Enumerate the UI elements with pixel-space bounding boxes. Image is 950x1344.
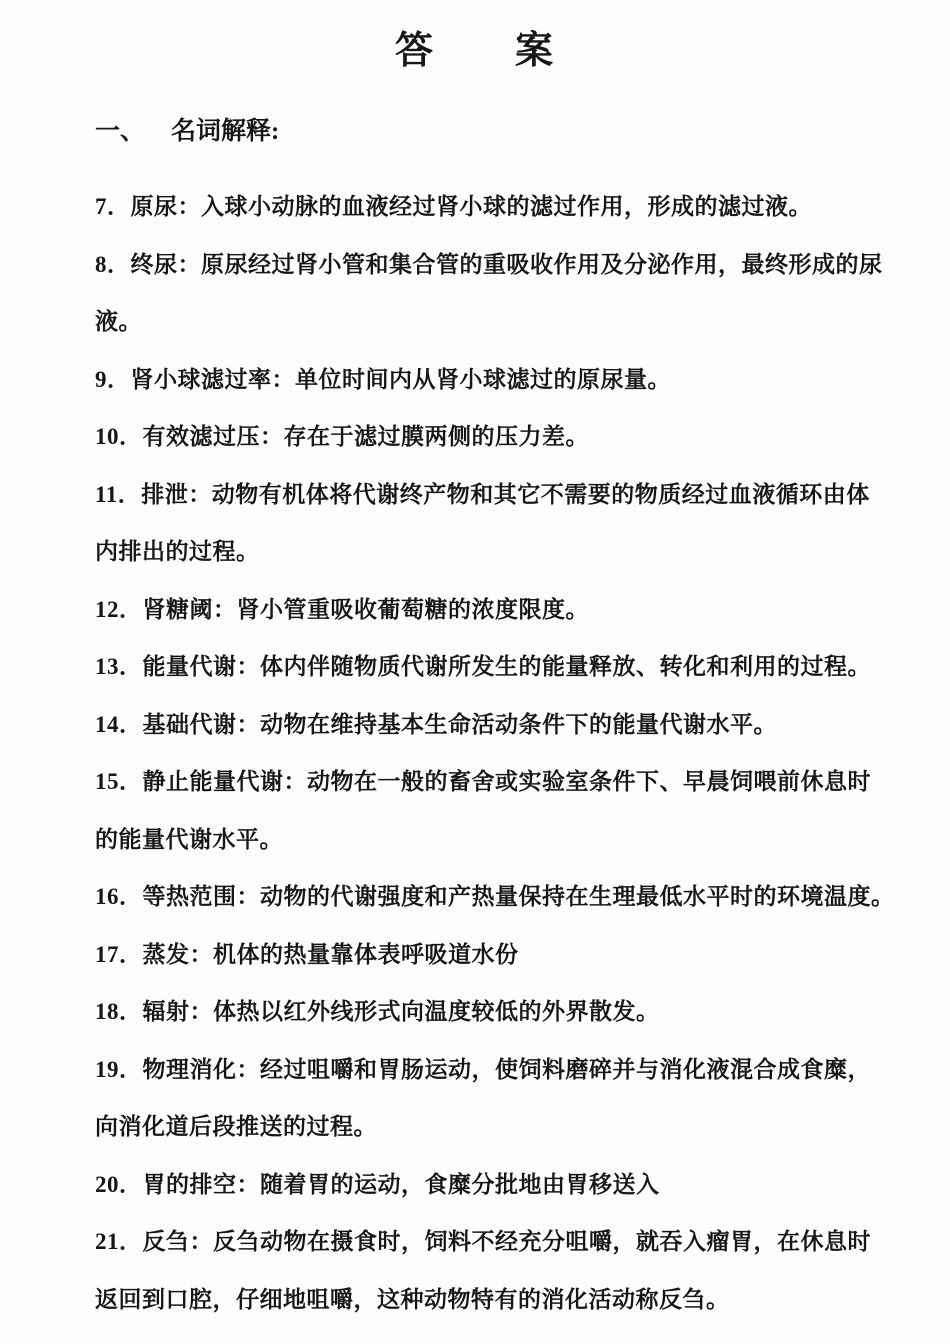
definition-line: 的能量代谢水平。 bbox=[95, 826, 283, 852]
definition-line: 9．肾小球滤过率：单位时间内从肾小球滤过的原尿量。 bbox=[95, 366, 671, 392]
definition-item bbox=[95, 408, 872, 466]
definition-line: 向消化道后段推送的过程。 bbox=[95, 1114, 377, 1139]
definition-line: 11．排泄：动物有机体将代谢终产物和其它不需要的物质经过血液循环由体 bbox=[95, 481, 870, 507]
definition-line-clipped: 返回到口腔，仔细地咀嚼，这种动物特有的消化活动称反刍。 bbox=[95, 1286, 730, 1312]
definition-line: 14．基础代谢：动物在维持基本生命活动条件下的能量代谢水平。 bbox=[95, 711, 777, 737]
definition-line: 19．物理消化：经过咀嚼和胃肠运动，使饲料磨碎并与消化液混合成食糜， bbox=[95, 1056, 871, 1082]
definition-item bbox=[95, 178, 872, 236]
definition-line: 8．终尿：原尿经过肾小管和集合管的重吸收作用及分泌作用，最终形成的尿 bbox=[95, 251, 883, 277]
definition-line: 18．辐射：体热以红外线形式向温度较低的外界散发。 bbox=[95, 999, 660, 1024]
definition-line: 16．等热范围：动物的代谢强度和产热量保持在生理最低水平时的环境温度。 bbox=[95, 884, 895, 909]
definition-line: 10．有效滤过压：存在于滤过膜两侧的压力差。 bbox=[95, 424, 589, 449]
definition-item bbox=[95, 638, 872, 696]
definition-line: 12．肾糖阈：肾小管重吸收葡萄糖的浓度限度。 bbox=[95, 596, 589, 622]
definition-item bbox=[95, 1213, 872, 1312]
definition-item bbox=[95, 351, 872, 409]
definition-item bbox=[95, 1156, 872, 1214]
definition-item bbox=[95, 868, 895, 926]
definition-item bbox=[95, 581, 872, 639]
definition-item bbox=[95, 753, 872, 868]
section-number: 一、 bbox=[95, 118, 146, 145]
definition-line: 7．原尿：入球小动脉的血液经过肾小球的滤过作用，形成的滤过液。 bbox=[95, 194, 812, 219]
section-heading bbox=[95, 116, 950, 148]
page-title: 答 案 bbox=[394, 30, 555, 72]
definition-item bbox=[95, 696, 872, 754]
definition-line: 液。 bbox=[95, 309, 142, 334]
section-label: 名词解释: bbox=[171, 118, 280, 145]
definition-line: 17．蒸发：机体的热量靠体表呼吸道水份 bbox=[95, 941, 519, 967]
definition-item bbox=[95, 983, 872, 1041]
definition-line: 13．能量代谢：体内伴随物质代谢所发生的能量释放、转化和利用的过程。 bbox=[95, 654, 871, 679]
definition-list bbox=[95, 178, 895, 1312]
definition-item bbox=[95, 1041, 872, 1156]
definition-line: 21．反刍：反刍动物在摄食时，饲料不经充分咀嚼，就吞入瘤胃，在休息时 bbox=[95, 1229, 871, 1254]
definition-item bbox=[95, 466, 872, 581]
definition-item bbox=[95, 926, 872, 984]
definition-line: 15．静止能量代谢：动物在一般的畜舍或实验室条件下、早晨饲喂前休息时 bbox=[95, 769, 871, 794]
definition-item bbox=[95, 236, 883, 351]
definition-line: 20．胃的排空：随着胃的运动，食糜分批地由胃移送入 bbox=[95, 1171, 660, 1197]
definition-line: 内排出的过程。 bbox=[95, 539, 260, 564]
